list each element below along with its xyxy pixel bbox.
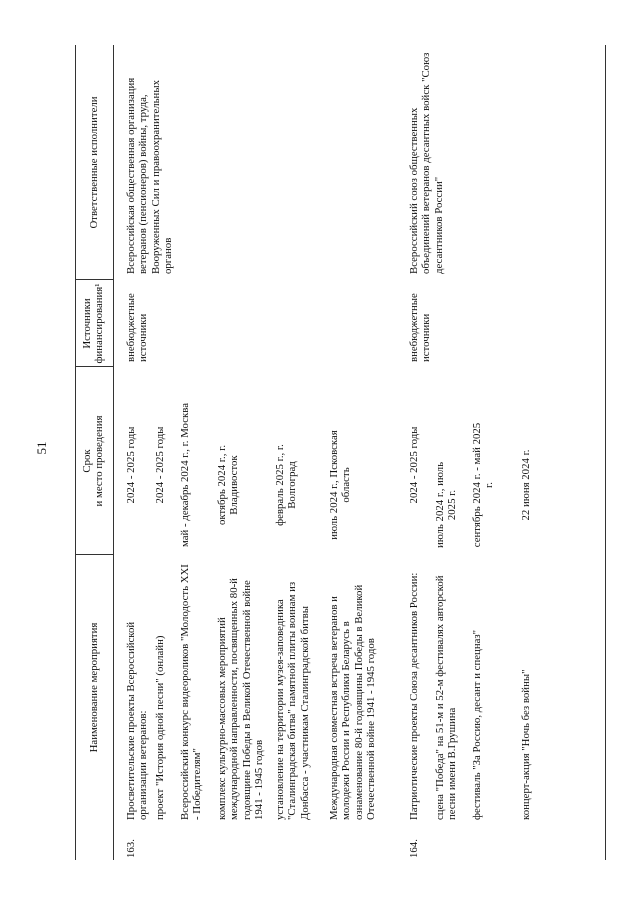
row-163-item-2-term: май - декабрь 2024 г., г. Москва [179,403,191,547]
row-163-item-2-name: Всероссийский конкурс видеороликов "Молодость XXI - Победителям" [179,564,204,820]
row-163-item-5-term: июль 2024 г., Псковская область [328,430,353,540]
row-163-executors: Всероссийская общественная организация ветеранов (пенсионеров) войны, труда, Вооруженных Сил и правоохранительных органов [125,77,174,274]
row-163-item-3-name: комплекс культурно-массовых мероприятий международной направленности, посвященных 80-й годовщине Победы в Великой Отечественной войне 1941 - 1945 годов [216,578,265,820]
header-executors: Ответственные исполнители [88,96,100,229]
row-164-item-3-name: концерт-акция "Ночь без войны" [520,669,532,820]
row-163-number: 163. [125,839,137,858]
row-163-item-4-name: установление на территории музея-заповедника "Сталинградская битва" памятной плиты воинам из Донбасса - участникам Сталинградской битвы [274,581,311,820]
row-164-item-1-term: июль 2024 г., июль 2025 г. [434,461,459,549]
row-163-funding: внебюджетные источники [125,293,150,362]
row-163-item-3-term: октябрь 2024 г., г. Владивосток [216,444,241,526]
row-164-funding: внебюджетные источники [408,293,433,362]
row-163-item-5-name: Международная совместная встреча ветеранов и молодежи России и Республики Беларусь в ознаменование 80-й годовщины Победы в Великой Отечественной войне 1941 - 1945 годов [328,584,377,820]
row-164-item-0-term: 2024 - 2025 годы [408,426,420,504]
row-163-item-1-name: проект "История одной песни" (онлайн) [154,635,166,820]
row-164-item-3-term: 22 июня 2024 г. [520,449,532,521]
rotated-table [75,45,615,860]
header-name: Наименование мероприятия [88,622,100,753]
header-funding-line2: финансирования¹ [93,283,106,364]
header-term [81,367,106,555]
row-163-item-1-term: 2024 - 2025 годы [154,426,166,504]
page-number: 51 [34,441,49,455]
row-164-item-2-name: фестиваль "За Россию, десант и спецназ" [471,629,483,820]
row-164-item-0-name: Патриотические проекты Союза десантников России: [408,572,420,820]
row-163-item-4-term: февраль 2025 г., г. Волгоград [274,444,299,526]
row-164-executors: Всероссийский союз общественных объединений ветеранов десантных войск "Союз десантников России" [408,52,445,274]
row-164-item-2-term: сентябрь 2024 г. - май 2025 г. [471,422,496,548]
header-term-line2: и место проведения [93,415,106,507]
header-funding [81,280,106,367]
table-bottom-border [605,45,606,860]
header-term-line1: Срок [81,449,93,473]
row-164-number: 164. [408,839,420,858]
row-164-item-1-name: сцена "Победа" на 51-м и 52-м фестивалях авторской песни имени В.Грушина [434,575,459,820]
row-163-item-0-name: Просветительские проекты Всероссийской организации ветеранов: [125,621,150,820]
table-top-border [75,45,76,860]
header-bottom-border [113,45,114,860]
row-163-item-0-term: 2024 - 2025 годы [125,426,137,504]
header-funding-line1: Источники [81,298,93,349]
